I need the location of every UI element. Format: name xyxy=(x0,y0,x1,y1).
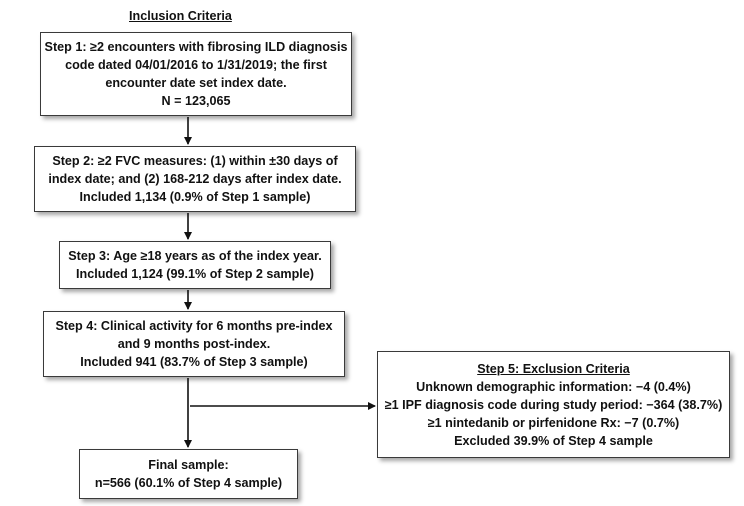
step-1-line-4: N = 123,065 xyxy=(161,94,231,108)
inclusion-criteria-heading: Inclusion Criteria xyxy=(129,9,232,23)
step-4-line-3: Included 941 (83.7% of Step 3 sample) xyxy=(80,355,308,369)
final-sample-line-2: n=566 (60.1% of Step 4 sample) xyxy=(94,476,283,490)
exclusion-line-3: ≥1 nintedanib or pirfenidone Rx: −7 (0.7%) xyxy=(427,415,680,430)
step-2-line-1: Step 2: ≥2 FVC measures: (1) within ±30 days of xyxy=(52,154,338,168)
step-3-line-1: Step 3: Age ≥18 years as of the index year. xyxy=(68,249,322,263)
exclusion-line-1: Unknown demographic information: −4 (0.4%) xyxy=(416,379,691,394)
step-2-line-2: index date; and (2) 168-212 days after index date. xyxy=(48,172,342,186)
step-2-line-3: Included 1,134 (0.9% of Step 1 sample) xyxy=(79,190,311,204)
step-1-line-3: encounter date set index date. xyxy=(105,76,287,90)
final-sample-line-1: Final sample: xyxy=(148,458,229,472)
step-3-line-2: Included 1,124 (99.1% of Step 2 sample) xyxy=(76,267,314,281)
step-4-line-2: and 9 months post-index. xyxy=(117,337,271,351)
exclusion-line-2: ≥1 IPF diagnosis code during study period: −364 (38.7%) xyxy=(384,397,723,412)
exclusion-criteria-title: Step 5: Exclusion Criteria xyxy=(477,361,630,376)
step-1-line-1: Step 1: ≥2 encounters with fibrosing ILD diagnosis xyxy=(44,40,348,54)
step-1-line-2: code dated 04/01/2016 to 1/31/2019; the first xyxy=(65,58,327,72)
step-4-line-1: Step 4: Clinical activity for 6 months pre-index xyxy=(55,319,333,333)
exclusion-line-4: Excluded 39.9% of Step 4 sample xyxy=(454,433,653,448)
